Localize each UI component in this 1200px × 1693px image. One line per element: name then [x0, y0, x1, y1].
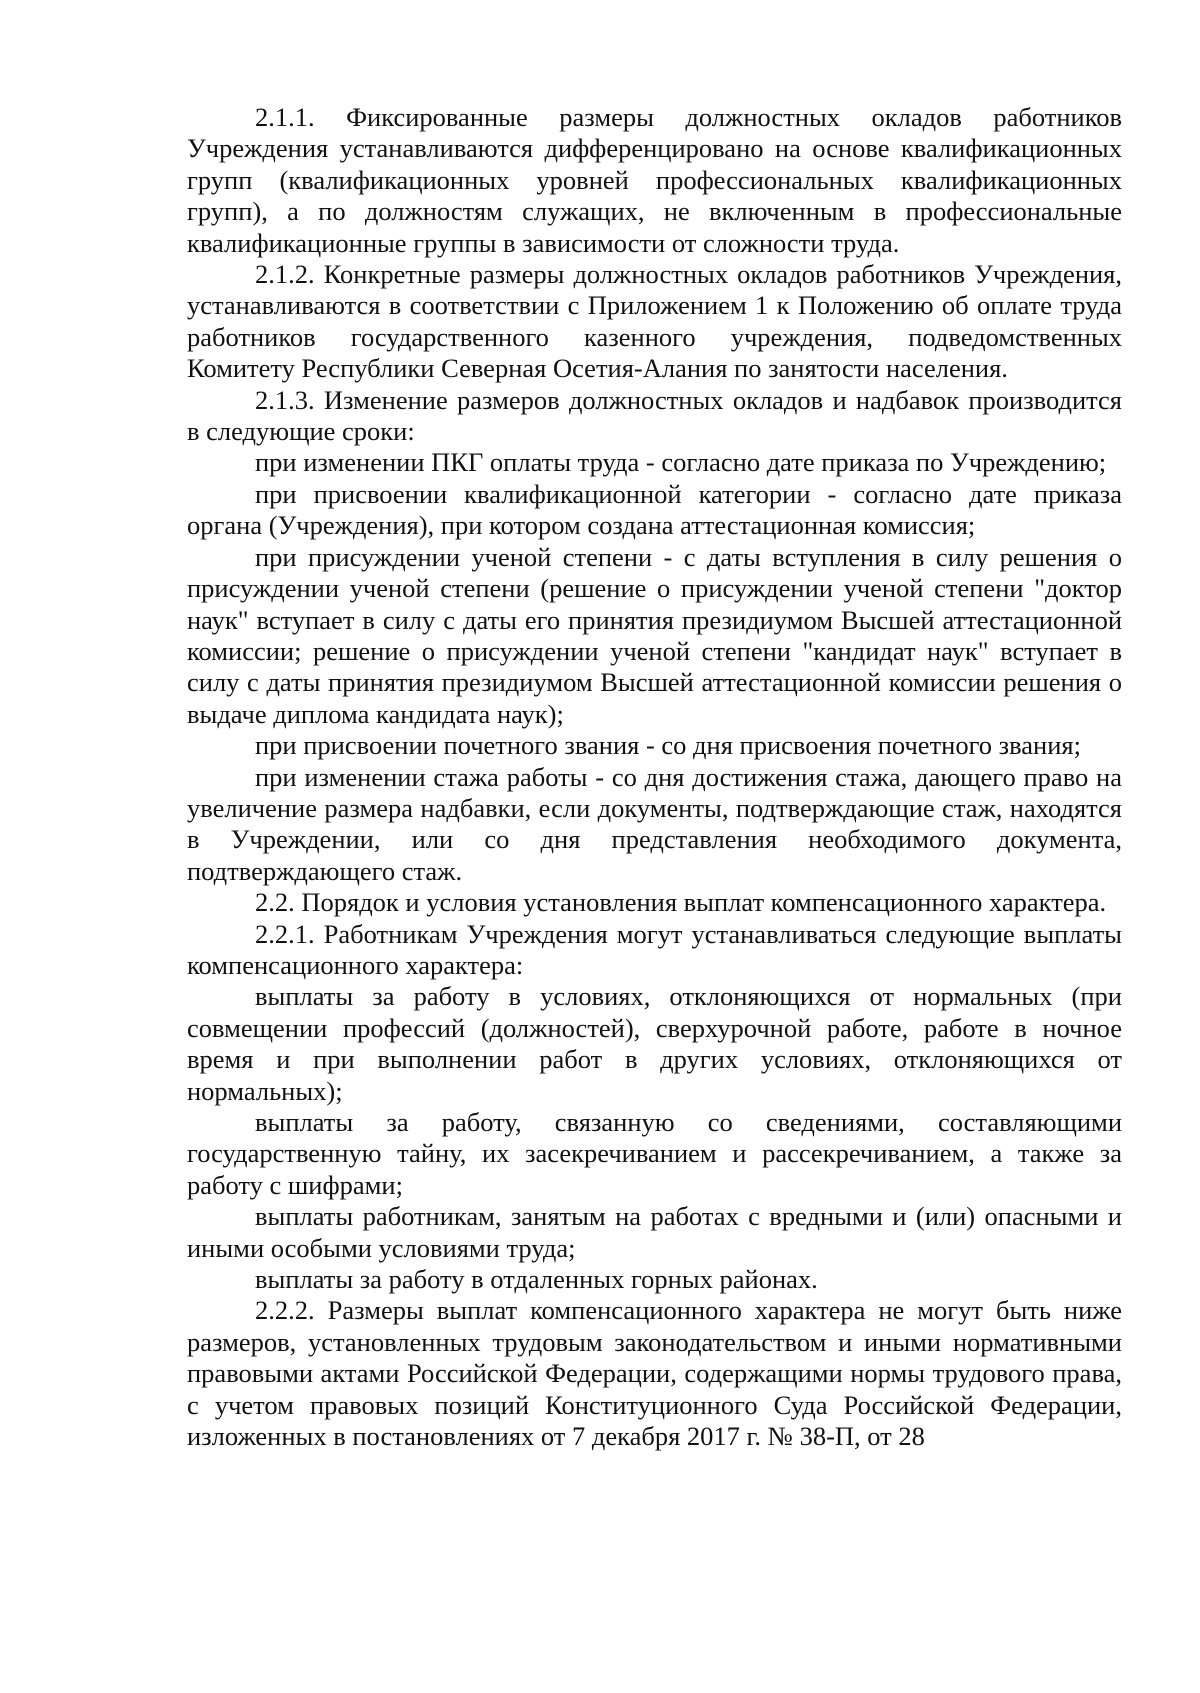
- paragraph-2-2-2: 2.2.2. Размеры выплат компенсационного характера не могут быть ниже размеров, установленных трудовым законодательством и иными нормативными правовыми актами Российской Федерации, содержащими нормы трудового права, с учетом правовых позиций Конституционного Суда Российской Федерации, изложенных в постановлениях от 7 декабря 2017 г. № 38-П, от 28: [187, 1295, 1122, 1452]
- payment-state-secret: выплаты за работу, связанную со сведениями, составляющими государственную тайну, их засекречиванием и рассекречиванием, а также за работу с шифрами;: [187, 1107, 1122, 1200]
- paragraph-2-1-2: 2.1.2. Конкретные размеры должностных окладов работников Учреждения, устанавливаются в соответствии с Приложением 1 к Положению об оплате труда работников государственного казенного учреждения, подведомственных Комитету Республики Северная Осетия-Алания по занятости населения.: [187, 259, 1122, 384]
- term-academic-degree: при присуждении ученой степени - с даты вступления в силу решения о присуждении ученой степени (решение о присуждении ученой степени "доктор наук" вступает в силу с даты его принятия президиумом Высшей аттестационной комиссии; решение о присуждении ученой степени "кандидат наук" вступает в силу с даты принятия президиумом Высшей аттестационной комиссии решения о выдаче диплома кандидата наук);: [187, 541, 1122, 729]
- paragraph-2-1-1: 2.1.1. Фиксированные размеры должностных окладов работников Учреждения устанавливаются дифференцировано на основе квалификационных групп (квалификационных уровней профессиональных квалификационных групп), а по должностям служащих, не включенным в профессиональные квалификационные группы в зависимости от сложности труда.: [187, 102, 1122, 258]
- payment-abnormal-conditions: выплаты за работу в условиях, отклоняющихся от нормальных (при совмещении профессий (должностей), сверхурочной работе, работе в ночное время и при выполнении работ в других условиях, отклоняющихся от нормальных);: [187, 981, 1122, 1106]
- term-pkg-change: при изменении ПКГ оплаты труда - согласно дате приказа по Учреждению;: [255, 447, 1107, 478]
- term-qualification-category: при присвоении квалификационной категории - согласно дате приказа органа (Учреждения), при котором создана аттестационная комиссия;: [187, 478, 1122, 541]
- paragraph-2-1-3: 2.1.3. Изменение размеров должностных окладов и надбавок производится в следующие сроки:: [187, 384, 1122, 447]
- paragraph-2-2-1: 2.2.1. Работникам Учреждения могут устанавливаться следующие выплаты компенсационного характера:: [187, 918, 1122, 980]
- term-honorary-title: при присвоении почетного звания - со дня присвоения почетного звания;: [255, 730, 1081, 761]
- term-work-experience: при изменении стажа работы - со дня достижения стажа, дающего право на увеличение размера надбавки, если документы, подтверждающие стаж, находятся в Учреждении, или со дня представления необходимого документа, подтверждающего стаж.: [187, 761, 1122, 886]
- payment-hazardous-conditions: выплаты работникам, занятым на работах с вредными и (или) опасными и иными особыми условиями труда;: [187, 1201, 1122, 1263]
- paragraph-2-2: 2.2. Порядок и условия установления выплат компенсационного характера.: [255, 887, 1107, 918]
- document-page: [187, 102, 1122, 1452]
- payment-remote-mountain: выплаты за работу в отдаленных горных районах.: [255, 1264, 818, 1295]
